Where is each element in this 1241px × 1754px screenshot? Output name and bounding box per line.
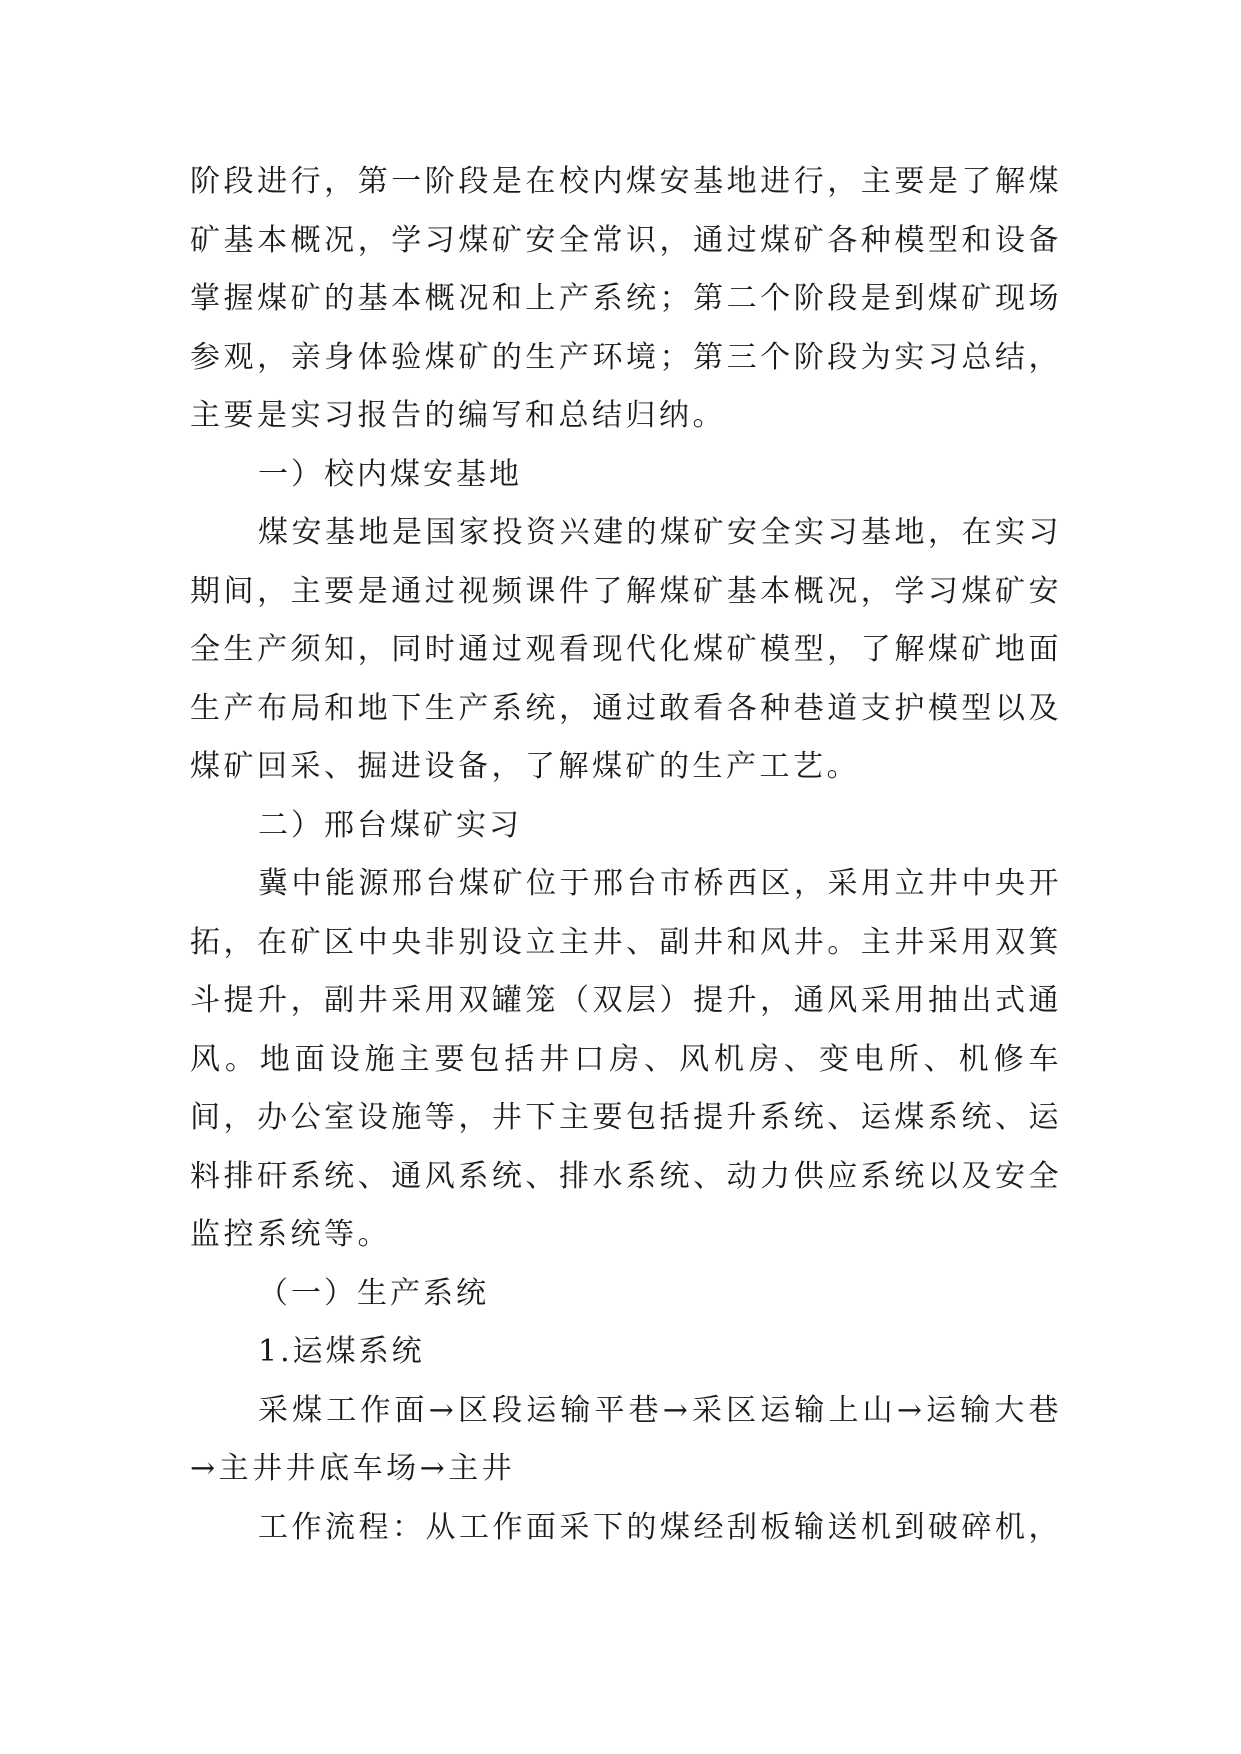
paragraph-coal-transport-flow: 采煤工作面→区段运输平巷→采区运输上山→运输大巷→主井井底车场→主井: [190, 1392, 1062, 1486]
section-heading-campus-base: 一）校内煤安基地: [258, 456, 522, 492]
section-heading-production-system: （一）生产系统: [258, 1275, 489, 1311]
document-body: [190, 153, 1062, 1557]
section-heading-xingtai-mine: 二）邢台煤矿实习: [258, 807, 522, 843]
section-heading-coal-transport: 1.运煤系统: [258, 1334, 425, 1369]
paragraph-work-process: 工作流程：从工作面采下的煤经刮板输送机到破碎机，: [258, 1509, 1062, 1545]
paragraph-xingtai-mine: 冀中能源邢台煤矿位于邢台市桥西区，采用立井中央开拓，在矿区中央非别设立主井、副井和风井。主井采用双箕斗提升，副井采用双罐笼（双层）提升，通风采用抽出式通风。地面设施主要包括井口房、风机房、变电所、机修车间，办公室设施等，井下主要包括提升系统、运煤系统、运料排矸系统、通风系统、排水系统、动力供应系统以及安全监控系统等。: [190, 866, 1062, 1252]
paragraph-continued: 阶段进行，第一阶段是在校内煤安基地进行，主要是了解煤矿基本概况，学习煤矿安全常识，通过煤矿各种模型和设备掌握煤矿的基本概况和上产系统；第二个阶段是到煤矿现场参观，亲身体验煤矿的生产环境；第三个阶段为实习总结，主要是实习报告的编写和总结归纳。: [190, 164, 1062, 433]
paragraph-campus-base: 煤安基地是国家投资兴建的煤矿安全实习基地，在实习期间，主要是通过视频课件了解煤矿基本概况，学习煤矿安全生产须知，同时通过观看现代化煤矿模型，了解煤矿地面生产布局和地下生产系统，通过敢看各种巷道支护模型以及煤矿回采、掘进设备，了解煤矿的生产工艺。: [190, 515, 1062, 784]
